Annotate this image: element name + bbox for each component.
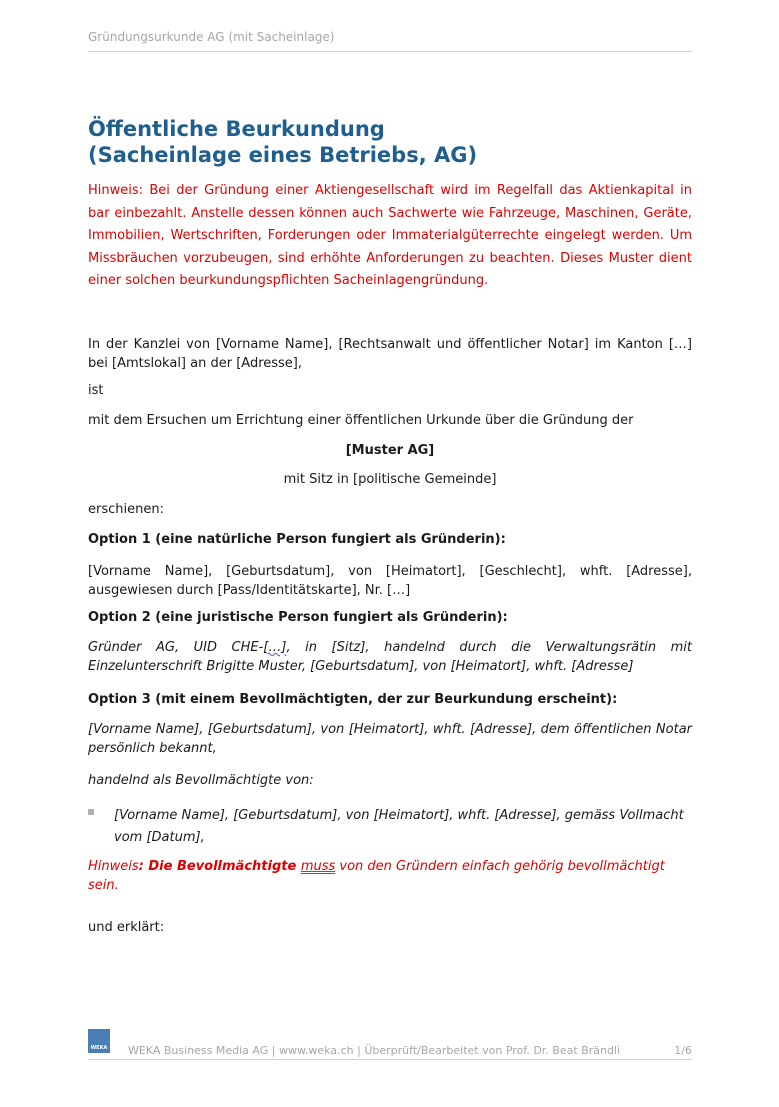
option2-text [88, 638, 692, 676]
bullet-item: [Vorname Name], [Geburtsdatum], von [Heimatort], whft. [Adresse], gemäss Vollmacht vom [Datum], [114, 808, 684, 845]
note2-colon: : Die Bevollmächtigte [138, 859, 301, 874]
request-paragraph: mit dem Ersuchen um Errichtung einer öffentlichen Urkunde über die Gründung der [88, 413, 634, 428]
page-number: 1/6 [674, 1044, 692, 1057]
title-line-1: Öffentliche Beurkundung [88, 117, 385, 141]
note2-rest: von den Gründern einfach gehörig bevollmächtigt sein. [88, 859, 665, 893]
option2-text-part-2: , in [Sitz], handelnd durch die Verwaltungsrätin mit Einzelunterschrift Brigitte Muster, [Geburtsdatum], von [Heimatort], whft. [Adresse] [88, 640, 692, 674]
page-title [88, 116, 692, 168]
acting-as-text: handelnd als Bevollmächtigte von: [88, 773, 314, 788]
note2-paragraph [88, 857, 692, 895]
company-name: [Muster AG] [345, 443, 435, 458]
option1-text: [Vorname Name], [Geburtsdatum], von [Heimatort], [Geschlecht], whft. [Adresse], ausgewiesen durch [Pass/Identitätskarte], Nr. […] [88, 564, 692, 598]
footer-divider [88, 1059, 692, 1060]
ist-text: ist [88, 383, 104, 398]
bullet-square-icon [88, 809, 94, 815]
option3-heading: Option 3 (mit einem Bevollmächtigten, der zur Beurkundung erscheint): [88, 692, 618, 707]
intro-paragraph: In der Kanzlei von [Vorname Name], [Rechtsanwalt und öffentlicher Notar] im Kanton […] bei [Amtslokal] an der [Adresse], [88, 337, 692, 371]
option3-text: [Vorname Name], [Geburtsdatum], von [Heimatort], whft. [Adresse], dem öffentlichen Notar persönlich bekannt, [88, 722, 692, 756]
note2-label: Hinweis [88, 859, 139, 874]
declares-text: und erklärt: [88, 920, 165, 935]
option2-uid-placeholder: […] [263, 640, 287, 655]
company-seat: mit Sitz in [politische Gemeinde] [283, 472, 497, 487]
running-header: Gründungsurkunde AG (mit Sacheinlage) [88, 30, 692, 52]
footer-text: WEKA Business Media AG | www.weka.ch | Überprüft/Bearbeitet von Prof. Dr. Beat Brändli [128, 1044, 621, 1057]
weka-logo [88, 1029, 110, 1053]
appeared-text: erschienen: [88, 502, 164, 517]
notice-paragraph: Hinweis: Bei der Gründung einer Aktiengesellschaft wird im Regelfall das Aktienkapital in bar einbezahlt. Anstelle dessen können auch Sachwerte wie Fahrzeuge, Maschinen, Geräte, Immobilien, Wertschriften, Forderungen oder Immaterialgüterrechte eingelegt werden. Um Missbräuchen vorzubeugen, sind erhöhte Anforderungen zu beachten. Dieses Muster dient einer solchen beurkundungspflichten Sacheinlagengründung. [88, 183, 692, 288]
option1-heading: Option 1 (eine natürliche Person fungiert als Gründerin): [88, 532, 506, 547]
title-line-2: (Sacheinlage eines Betriebs, AG) [88, 143, 478, 167]
note2-emphasis: muss [300, 859, 336, 874]
option2-heading: Option 2 (eine juristische Person fungiert als Gründerin): [88, 610, 508, 625]
option2-text-part-1: Gründer AG, UID CHE- [88, 640, 264, 655]
weka-logo-text: WEKA [90, 1045, 108, 1051]
